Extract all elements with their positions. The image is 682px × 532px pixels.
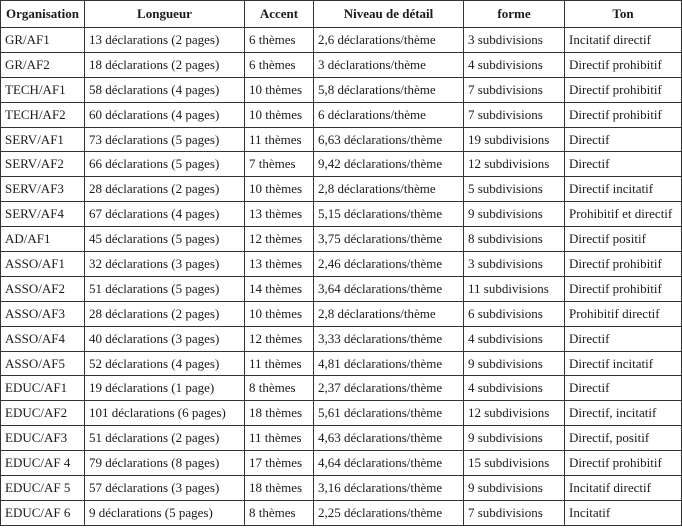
- cell-ton: Directif: [565, 376, 682, 401]
- cell-ton: Directif prohibitif: [565, 276, 682, 301]
- cell-organisation: ASSO/AF3: [1, 301, 85, 326]
- cell-accent: 10 thèmes: [245, 177, 314, 202]
- cell-forme: 19 subdivisions: [464, 127, 565, 152]
- cell-longueur: 51 déclarations (5 pages): [85, 276, 245, 301]
- cell-organisation: ASSO/AF4: [1, 326, 85, 351]
- cell-organisation: SERV/AF1: [1, 127, 85, 152]
- table-row: [1, 52, 682, 77]
- cell-organisation: EDUC/AF 4: [1, 451, 85, 476]
- cell-organisation: SERV/AF2: [1, 152, 85, 177]
- cell-niveau: 3,16 déclarations/thème: [314, 476, 464, 501]
- cell-ton: Incitatif: [565, 500, 682, 525]
- cell-ton: Incitatif directif: [565, 476, 682, 501]
- cell-accent: 11 thèmes: [245, 127, 314, 152]
- cell-niveau: 3,33 déclarations/thème: [314, 326, 464, 351]
- table-row: [1, 202, 682, 227]
- cell-forme: 9 subdivisions: [464, 476, 565, 501]
- cell-ton: Directif positif: [565, 227, 682, 252]
- cell-organisation: ASSO/AF1: [1, 252, 85, 277]
- cell-accent: 10 thèmes: [245, 301, 314, 326]
- cell-accent: 18 thèmes: [245, 401, 314, 426]
- cell-forme: 9 subdivisions: [464, 351, 565, 376]
- cell-forme: 12 subdivisions: [464, 152, 565, 177]
- cell-organisation: SERV/AF4: [1, 202, 85, 227]
- header-organisation: Organisation: [1, 1, 85, 28]
- cell-niveau: 4,63 déclarations/thème: [314, 426, 464, 451]
- cell-organisation: GR/AF1: [1, 28, 85, 53]
- cell-forme: 8 subdivisions: [464, 227, 565, 252]
- cell-ton: Directif prohibitif: [565, 252, 682, 277]
- cell-niveau: 2,6 déclarations/thème: [314, 28, 464, 53]
- cell-accent: 14 thèmes: [245, 276, 314, 301]
- cell-longueur: 58 déclarations (4 pages): [85, 77, 245, 102]
- cell-organisation: EDUC/AF2: [1, 401, 85, 426]
- cell-niveau: 9,42 déclarations/thème: [314, 152, 464, 177]
- header-row: [1, 1, 682, 28]
- cell-longueur: 40 déclarations (3 pages): [85, 326, 245, 351]
- cell-accent: 8 thèmes: [245, 500, 314, 525]
- cell-accent: 17 thèmes: [245, 451, 314, 476]
- cell-forme: 3 subdivisions: [464, 28, 565, 53]
- table-row: [1, 500, 682, 525]
- cell-longueur: 57 déclarations (3 pages): [85, 476, 245, 501]
- cell-ton: Directif: [565, 127, 682, 152]
- table-row: [1, 102, 682, 127]
- table-row: [1, 376, 682, 401]
- cell-forme: 9 subdivisions: [464, 202, 565, 227]
- cell-niveau: 5,15 déclarations/thème: [314, 202, 464, 227]
- cell-niveau: 5,8 déclarations/thème: [314, 77, 464, 102]
- header-accent: Accent: [245, 1, 314, 28]
- cell-ton: Directif prohibitif: [565, 102, 682, 127]
- cell-ton: Directif, incitatif: [565, 401, 682, 426]
- cell-forme: 4 subdivisions: [464, 326, 565, 351]
- cell-ton: Directif incitatif: [565, 351, 682, 376]
- header-forme: forme: [464, 1, 565, 28]
- cell-forme: 6 subdivisions: [464, 301, 565, 326]
- cell-ton: Incitatif directif: [565, 28, 682, 53]
- header-ton: Ton: [565, 1, 682, 28]
- cell-forme: 4 subdivisions: [464, 52, 565, 77]
- cell-organisation: GR/AF2: [1, 52, 85, 77]
- cell-niveau: 2,8 déclarations/thème: [314, 177, 464, 202]
- table-row: [1, 401, 682, 426]
- cell-longueur: 101 déclarations (6 pages): [85, 401, 245, 426]
- cell-organisation: AD/AF1: [1, 227, 85, 252]
- cell-longueur: 73 déclarations (5 pages): [85, 127, 245, 152]
- cell-niveau: 4,81 déclarations/thème: [314, 351, 464, 376]
- cell-organisation: ASSO/AF5: [1, 351, 85, 376]
- cell-accent: 7 thèmes: [245, 152, 314, 177]
- table-row: [1, 476, 682, 501]
- cell-niveau: 6,63 déclarations/thème: [314, 127, 464, 152]
- table-row: [1, 177, 682, 202]
- cell-accent: 18 thèmes: [245, 476, 314, 501]
- cell-forme: 7 subdivisions: [464, 500, 565, 525]
- table-row: [1, 451, 682, 476]
- cell-longueur: 60 déclarations (4 pages): [85, 102, 245, 127]
- cell-longueur: 9 déclarations (5 pages): [85, 500, 245, 525]
- cell-longueur: 79 déclarations (8 pages): [85, 451, 245, 476]
- cell-niveau: 3,75 déclarations/thème: [314, 227, 464, 252]
- cell-accent: 8 thèmes: [245, 376, 314, 401]
- table-row: [1, 28, 682, 53]
- cell-organisation: TECH/AF2: [1, 102, 85, 127]
- cell-accent: 6 thèmes: [245, 52, 314, 77]
- table-row: [1, 351, 682, 376]
- cell-ton: Prohibitif et directif: [565, 202, 682, 227]
- cell-longueur: 19 déclarations (1 page): [85, 376, 245, 401]
- cell-ton: Directif: [565, 326, 682, 351]
- cell-niveau: 6 déclarations/thème: [314, 102, 464, 127]
- cell-accent: 13 thèmes: [245, 202, 314, 227]
- cell-organisation: ASSO/AF2: [1, 276, 85, 301]
- cell-longueur: 51 déclarations (2 pages): [85, 426, 245, 451]
- cell-accent: 10 thèmes: [245, 77, 314, 102]
- cell-organisation: TECH/AF1: [1, 77, 85, 102]
- cell-niveau: 3,64 déclarations/thème: [314, 276, 464, 301]
- table-body: [1, 28, 682, 526]
- cell-organisation: EDUC/AF1: [1, 376, 85, 401]
- cell-organisation: EDUC/AF 6: [1, 500, 85, 525]
- cell-niveau: 2,46 déclarations/thème: [314, 252, 464, 277]
- cell-accent: 10 thèmes: [245, 102, 314, 127]
- cell-forme: 9 subdivisions: [464, 426, 565, 451]
- cell-niveau: 2,37 déclarations/thème: [314, 376, 464, 401]
- cell-accent: 11 thèmes: [245, 426, 314, 451]
- cell-forme: 7 subdivisions: [464, 102, 565, 127]
- table-row: [1, 301, 682, 326]
- cell-niveau: 2,25 déclarations/thème: [314, 500, 464, 525]
- cell-longueur: 28 déclarations (2 pages): [85, 177, 245, 202]
- cell-longueur: 67 déclarations (4 pages): [85, 202, 245, 227]
- cell-forme: 11 subdivisions: [464, 276, 565, 301]
- cell-organisation: EDUC/AF3: [1, 426, 85, 451]
- cell-longueur: 45 déclarations (5 pages): [85, 227, 245, 252]
- cell-organisation: EDUC/AF 5: [1, 476, 85, 501]
- cell-longueur: 52 déclarations (4 pages): [85, 351, 245, 376]
- cell-forme: 5 subdivisions: [464, 177, 565, 202]
- cell-accent: 12 thèmes: [245, 326, 314, 351]
- cell-organisation: SERV/AF3: [1, 177, 85, 202]
- table-row: [1, 152, 682, 177]
- cell-forme: 3 subdivisions: [464, 252, 565, 277]
- table-row: [1, 127, 682, 152]
- table-row: [1, 276, 682, 301]
- table-row: [1, 227, 682, 252]
- cell-forme: 4 subdivisions: [464, 376, 565, 401]
- cell-accent: 13 thèmes: [245, 252, 314, 277]
- cell-longueur: 13 déclarations (2 pages): [85, 28, 245, 53]
- cell-ton: Directif: [565, 152, 682, 177]
- cell-longueur: 66 déclarations (5 pages): [85, 152, 245, 177]
- cell-longueur: 28 déclarations (2 pages): [85, 301, 245, 326]
- header-niveau: Niveau de détail: [314, 1, 464, 28]
- cell-longueur: 32 déclarations (3 pages): [85, 252, 245, 277]
- header-longueur: Longueur: [85, 1, 245, 28]
- cell-forme: 12 subdivisions: [464, 401, 565, 426]
- cell-accent: 6 thèmes: [245, 28, 314, 53]
- table-row: [1, 326, 682, 351]
- table-row: [1, 426, 682, 451]
- cell-ton: Directif prohibitif: [565, 451, 682, 476]
- cell-forme: 15 subdivisions: [464, 451, 565, 476]
- cell-niveau: 2,8 déclarations/thème: [314, 301, 464, 326]
- table-row: [1, 252, 682, 277]
- cell-ton: Directif incitatif: [565, 177, 682, 202]
- cell-niveau: 3 déclarations/thème: [314, 52, 464, 77]
- table-row: [1, 77, 682, 102]
- cell-niveau: 5,61 déclarations/thème: [314, 401, 464, 426]
- cell-niveau: 4,64 déclarations/thème: [314, 451, 464, 476]
- cell-forme: 7 subdivisions: [464, 77, 565, 102]
- cell-ton: Directif, positif: [565, 426, 682, 451]
- cell-accent: 12 thèmes: [245, 227, 314, 252]
- cell-ton: Prohibitif directif: [565, 301, 682, 326]
- cell-ton: Directif prohibitif: [565, 52, 682, 77]
- cell-longueur: 18 déclarations (2 pages): [85, 52, 245, 77]
- cell-ton: Directif prohibitif: [565, 77, 682, 102]
- cell-accent: 11 thèmes: [245, 351, 314, 376]
